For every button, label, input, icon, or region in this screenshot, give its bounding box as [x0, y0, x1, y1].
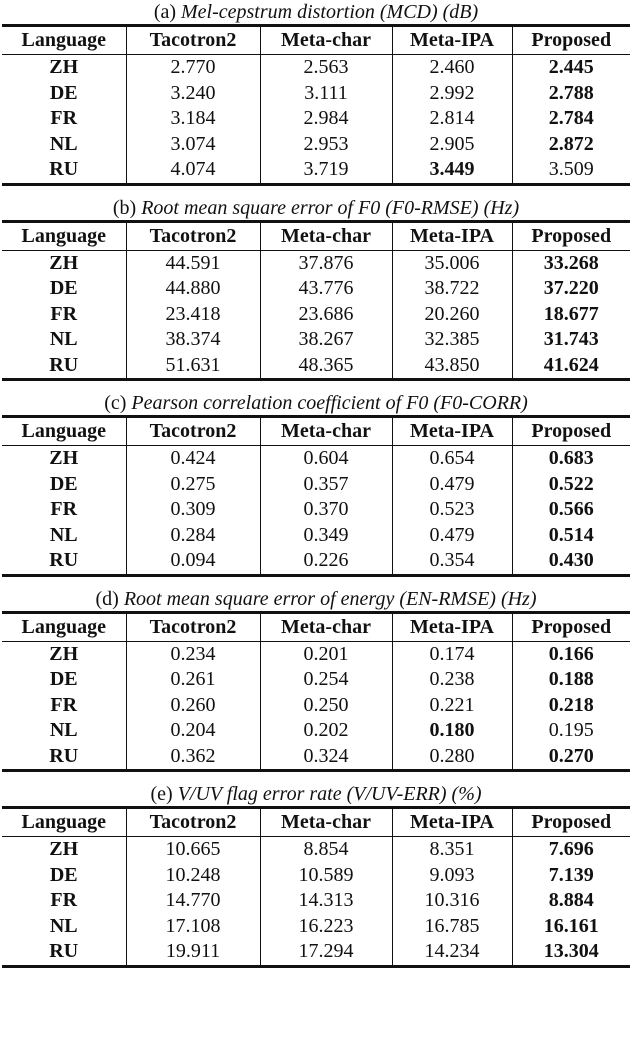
header-row: [2, 808, 630, 837]
table-row: [2, 446, 630, 472]
language-cell: ZH: [49, 56, 79, 78]
metric-table: [2, 611, 630, 773]
value-cell: 0.280: [392, 744, 512, 771]
column-header: Proposed: [512, 808, 630, 837]
best-value-cell: 2.784: [512, 106, 630, 132]
header-row: [2, 221, 630, 250]
language-cell: DE: [49, 81, 78, 104]
best-value-cell: 0.270: [512, 744, 630, 771]
value-cell: 0.324: [260, 744, 392, 771]
value-cell: 4.074: [126, 157, 260, 184]
column-header: Language: [21, 29, 106, 51]
best-value-cell: 2.445: [512, 55, 630, 81]
best-value-cell: 37.220: [512, 276, 630, 302]
value-cell: 2.770: [126, 55, 260, 81]
best-value-cell: 0.218: [512, 693, 630, 719]
best-value-cell: 3.449: [392, 157, 512, 184]
value-cell: 0.309: [126, 497, 260, 523]
value-cell: 2.984: [260, 106, 392, 132]
table-row: [2, 81, 630, 107]
value-cell: 10.665: [126, 837, 260, 863]
column-header: Meta-IPA: [392, 417, 512, 446]
header-row: [2, 612, 630, 641]
value-cell: 0.260: [126, 693, 260, 719]
caption-label: (e): [150, 783, 173, 805]
table-caption: [0, 196, 632, 220]
table-row: [2, 744, 630, 771]
language-cell: RU: [49, 549, 79, 571]
caption-label: (a): [153, 1, 177, 23]
value-cell: 0.523: [392, 497, 512, 523]
value-cell: 14.770: [126, 888, 260, 914]
best-value-cell: 2.788: [512, 81, 630, 107]
language-cell: RU: [49, 353, 79, 376]
column-header: Proposed: [512, 221, 630, 250]
column-header: Meta-char: [260, 26, 392, 55]
table-row: [2, 667, 630, 693]
spacer: [0, 381, 632, 391]
table-row: [2, 718, 630, 744]
value-cell: 14.234: [392, 939, 512, 966]
table-row: [2, 55, 630, 81]
language-cell: RU: [49, 940, 79, 962]
value-cell: 2.814: [392, 106, 512, 132]
table-row: [2, 523, 630, 549]
value-cell: 0.238: [392, 667, 512, 693]
caption-label: (c): [104, 392, 127, 414]
column-header: Meta-char: [260, 221, 392, 250]
value-cell: 23.418: [126, 302, 260, 328]
column-header: Meta-IPA: [392, 612, 512, 641]
column-header: Language: [21, 615, 106, 638]
best-value-cell: 0.566: [512, 497, 630, 523]
caption-title: Pearson correlation coefficient of F0 (F0-CORR): [131, 392, 528, 414]
value-cell: 32.385: [392, 327, 512, 353]
value-cell: 0.202: [260, 718, 392, 744]
table-row: [2, 939, 630, 966]
best-value-cell: 0.188: [512, 667, 630, 693]
table-block-d: [0, 587, 632, 773]
language-cell: FR: [50, 889, 78, 911]
value-cell: 0.174: [392, 641, 512, 667]
value-cell: 8.351: [392, 837, 512, 863]
value-cell: 0.370: [260, 497, 392, 523]
value-cell: 2.953: [260, 132, 392, 158]
value-cell: 43.850: [392, 353, 512, 380]
value-cell: 0.275: [126, 472, 260, 498]
value-cell: 0.362: [126, 744, 260, 771]
value-cell: 10.248: [126, 863, 260, 889]
column-header: Proposed: [512, 417, 630, 446]
table-row: [2, 302, 630, 328]
column-header: Meta-IPA: [392, 221, 512, 250]
table-row: [2, 132, 630, 158]
metric-table: [2, 220, 630, 382]
spacer: [0, 772, 632, 782]
value-cell: 17.294: [260, 939, 392, 966]
best-value-cell: 0.683: [512, 446, 630, 472]
language-cell: FR: [50, 107, 78, 129]
table-caption: [0, 0, 632, 24]
column-header: Meta-char: [260, 808, 392, 837]
caption-title: Mel-cepstrum distortion (MCD) (dB): [181, 1, 479, 23]
value-cell: 0.284: [126, 523, 260, 549]
value-cell: 38.722: [392, 276, 512, 302]
value-cell: 10.316: [392, 888, 512, 914]
language-cell: DE: [49, 863, 78, 886]
value-cell: 3.184: [126, 106, 260, 132]
value-cell: 0.349: [260, 523, 392, 549]
value-cell: 2.563: [260, 55, 392, 81]
table-row: [2, 157, 630, 184]
value-cell: 17.108: [126, 914, 260, 940]
column-header: Tacotron2: [126, 26, 260, 55]
best-value-cell: 31.743: [512, 327, 630, 353]
table-caption: [0, 782, 632, 806]
value-cell: 3.111: [260, 81, 392, 107]
value-cell: 3.719: [260, 157, 392, 184]
value-cell: 0.221: [392, 693, 512, 719]
value-cell: 0.201: [260, 641, 392, 667]
language-cell: NL: [49, 328, 78, 350]
caption-title: Root mean square error of energy (EN-RMSE) (Hz): [123, 587, 537, 610]
value-cell: 0.204: [126, 718, 260, 744]
table-row: [2, 497, 630, 523]
column-header: Meta-IPA: [392, 808, 512, 837]
value-cell: 0.234: [126, 641, 260, 667]
language-cell: FR: [50, 693, 78, 716]
value-cell: 8.854: [260, 837, 392, 863]
table-block-c: [0, 391, 632, 577]
table-row: [2, 353, 630, 380]
value-cell: 0.250: [260, 693, 392, 719]
value-cell: 0.354: [392, 548, 512, 575]
value-cell: 0.254: [260, 667, 392, 693]
value-cell: 38.267: [260, 327, 392, 353]
best-value-cell: 41.624: [512, 353, 630, 380]
table-row: [2, 914, 630, 940]
value-cell: 0.261: [126, 667, 260, 693]
best-value-cell: 0.166: [512, 641, 630, 667]
table-row: [2, 250, 630, 276]
table-row: [2, 641, 630, 667]
table-row: [2, 327, 630, 353]
value-cell: 35.006: [392, 250, 512, 276]
language-cell: DE: [49, 472, 78, 495]
table-caption: [0, 391, 632, 415]
value-cell: 38.374: [126, 327, 260, 353]
language-cell: DE: [49, 668, 78, 690]
table-block-b: [0, 196, 632, 382]
table-caption: [0, 587, 632, 611]
metric-table: [2, 24, 630, 186]
language-cell: NL: [49, 523, 78, 546]
metric-table: [2, 806, 630, 968]
header-row: [2, 26, 630, 55]
value-cell: 51.631: [126, 353, 260, 380]
header-row: [2, 417, 630, 446]
value-cell: 3.240: [126, 81, 260, 107]
value-cell: 0.479: [392, 523, 512, 549]
table-row: [2, 106, 630, 132]
column-header: Tacotron2: [126, 417, 260, 446]
best-value-cell: 7.139: [512, 863, 630, 889]
table-row: [2, 548, 630, 575]
column-header: Language: [21, 224, 106, 247]
value-cell: 19.911: [126, 939, 260, 966]
value-cell: 0.654: [392, 446, 512, 472]
value-cell: 0.195: [512, 718, 630, 744]
best-value-cell: 2.872: [512, 132, 630, 158]
best-value-cell: 0.522: [512, 472, 630, 498]
language-cell: RU: [49, 744, 79, 767]
value-cell: 2.992: [392, 81, 512, 107]
column-header: Meta-char: [260, 612, 392, 641]
value-cell: 10.589: [260, 863, 392, 889]
column-header: Meta-char: [260, 417, 392, 446]
value-cell: 37.876: [260, 250, 392, 276]
value-cell: 0.094: [126, 548, 260, 575]
best-value-cell: 8.884: [512, 888, 630, 914]
best-value-cell: 7.696: [512, 837, 630, 863]
value-cell: 2.460: [392, 55, 512, 81]
table-row: [2, 693, 630, 719]
value-cell: 20.260: [392, 302, 512, 328]
spacer: [0, 186, 632, 196]
value-cell: 0.226: [260, 548, 392, 575]
table-row: [2, 837, 630, 863]
column-header: Language: [21, 420, 106, 442]
language-cell: RU: [49, 158, 79, 180]
value-cell: 16.223: [260, 914, 392, 940]
value-cell: 16.785: [392, 914, 512, 940]
best-value-cell: 16.161: [512, 914, 630, 940]
value-cell: 0.604: [260, 446, 392, 472]
best-value-cell: 0.430: [512, 548, 630, 575]
best-value-cell: 13.304: [512, 939, 630, 966]
value-cell: 44.591: [126, 250, 260, 276]
language-cell: ZH: [49, 447, 79, 469]
column-header: Language: [21, 811, 106, 833]
best-value-cell: 33.268: [512, 250, 630, 276]
column-header: Proposed: [512, 26, 630, 55]
table-block-a: [0, 0, 632, 186]
best-value-cell: 0.180: [392, 718, 512, 744]
language-cell: NL: [49, 132, 78, 155]
caption-label: (b): [112, 196, 137, 219]
table-block-e: [0, 782, 632, 968]
value-cell: 2.905: [392, 132, 512, 158]
best-value-cell: 18.677: [512, 302, 630, 328]
spacer: [0, 577, 632, 587]
value-cell: 23.686: [260, 302, 392, 328]
best-value-cell: 0.514: [512, 523, 630, 549]
value-cell: 44.880: [126, 276, 260, 302]
table-row: [2, 276, 630, 302]
language-cell: ZH: [49, 642, 79, 665]
column-header: Proposed: [512, 612, 630, 641]
value-cell: 0.357: [260, 472, 392, 498]
caption-title: Root mean square error of F0 (F0-RMSE) (Hz): [141, 196, 520, 219]
table-row: [2, 863, 630, 889]
value-cell: 3.509: [512, 157, 630, 184]
value-cell: 43.776: [260, 276, 392, 302]
caption-label: (d): [95, 587, 119, 610]
column-header: Meta-IPA: [392, 26, 512, 55]
table-row: [2, 888, 630, 914]
value-cell: 48.365: [260, 353, 392, 380]
metric-table: [2, 415, 630, 577]
table-row: [2, 472, 630, 498]
language-cell: NL: [49, 719, 78, 741]
language-cell: FR: [50, 302, 78, 325]
value-cell: 3.074: [126, 132, 260, 158]
value-cell: 14.313: [260, 888, 392, 914]
column-header: Tacotron2: [126, 221, 260, 250]
language-cell: NL: [49, 914, 78, 937]
caption-title: V/UV flag error rate (V/UV-ERR) (%): [177, 783, 482, 805]
column-header: Tacotron2: [126, 612, 260, 641]
value-cell: 9.093: [392, 863, 512, 889]
language-cell: DE: [49, 277, 78, 299]
value-cell: 0.424: [126, 446, 260, 472]
language-cell: ZH: [49, 251, 79, 274]
column-header: Tacotron2: [126, 808, 260, 837]
value-cell: 0.479: [392, 472, 512, 498]
language-cell: FR: [50, 498, 78, 520]
language-cell: ZH: [49, 838, 79, 860]
